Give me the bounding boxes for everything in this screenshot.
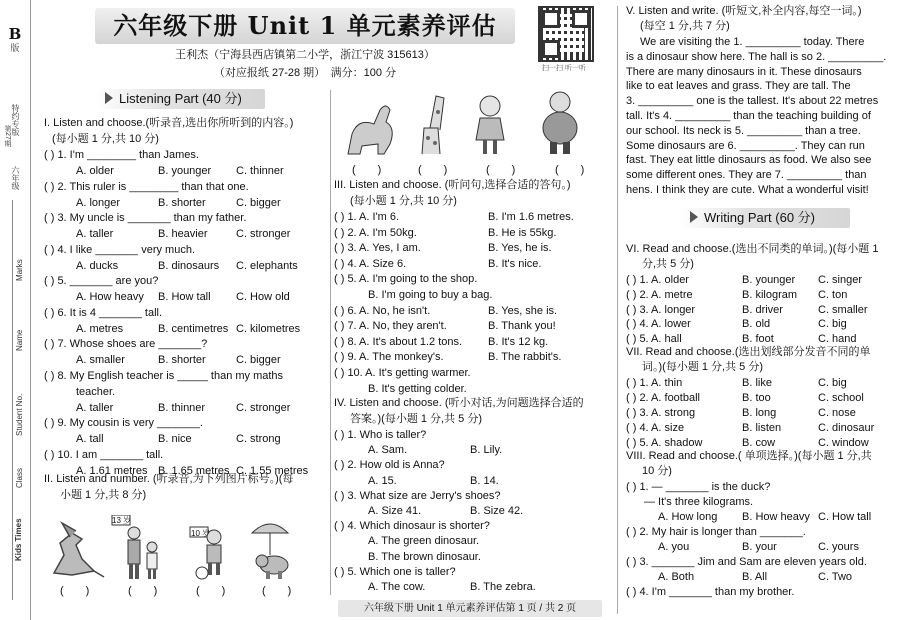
option-b[interactable]: B. 14. <box>470 474 499 487</box>
girl-picture <box>476 96 504 154</box>
question-line[interactable]: ( ) 4. Which dinosaur is shorter? <box>334 520 490 533</box>
question-line[interactable]: ( ) 4. A. Size 6. <box>334 257 407 270</box>
option-a[interactable]: A. metres <box>76 322 124 335</box>
option-b[interactable]: B. I'm going to buy a bag. <box>368 289 493 301</box>
question-line[interactable]: ( ) 2. This ruler is ________ than that one. <box>44 180 249 193</box>
option-c[interactable]: C. How tall <box>818 511 872 523</box>
option-c[interactable]: C. strong <box>236 433 281 445</box>
option-b[interactable]: B. younger <box>742 274 796 286</box>
option-c[interactable]: C. How old <box>236 291 290 303</box>
option-c[interactable]: C. school <box>818 392 864 404</box>
meta-line: （对应报纸 27-28 期） 满分：100 分 <box>213 67 397 79</box>
option-b[interactable]: B. The zebra. <box>470 581 536 593</box>
option-b[interactable]: B. dinosaurs <box>158 259 220 272</box>
question-line[interactable]: ( ) 5. A. shadow <box>626 437 703 449</box>
section-title: VIII. Read and choose.( 单项选择。)(每小题 1 分,共 <box>626 450 872 462</box>
triangle-icon <box>690 211 698 223</box>
option-b[interactable]: B. too <box>742 392 771 404</box>
column-divider <box>617 6 618 614</box>
option-b[interactable]: B. heavier <box>158 228 208 240</box>
option-b[interactable]: B. Thank you! <box>488 320 556 333</box>
grade-label: 六年级 <box>11 166 20 190</box>
answer-blank[interactable]: ( ) <box>262 585 292 597</box>
question-line[interactable]: ( ) 3. A. Yes, I am. <box>334 242 421 255</box>
option-a[interactable]: A. The green dinosaur. <box>368 535 480 548</box>
option-a[interactable]: A. taller <box>76 401 114 414</box>
question-line[interactable]: ( ) 4. A. lower <box>626 318 691 331</box>
age-sign-10: 10 岁 <box>191 529 211 538</box>
elephant-umbrella-picture <box>252 524 288 579</box>
option-b[interactable]: B. He is 55kg. <box>488 226 557 239</box>
writing-part-heading: Writing Part (60 分) <box>704 210 816 225</box>
section-score: (每小题 1 分,共 10 分) <box>350 195 457 207</box>
paper-name: Kids Times <box>14 518 23 562</box>
question-line[interactable]: ( ) 1. A. thin <box>626 377 683 389</box>
answer-blank[interactable]: ( ) <box>352 164 382 176</box>
answer-blank[interactable]: ( ) <box>128 585 158 597</box>
edition-sub: 版 <box>10 43 20 53</box>
question-line[interactable]: ( ) 2. How old is Anna? <box>334 459 445 472</box>
option-a[interactable]: A. Size 41. <box>368 505 422 517</box>
passage-line: like to eat leaves and grass. They are tall. The <box>626 80 851 93</box>
question-line[interactable]: ( ) 8. My English teacher is _____ than my maths <box>44 369 284 382</box>
listening-part-heading: Listening Part (40 分) <box>119 91 242 106</box>
section-title: VII. Read and choose.(选出划线部分发音不同的单 <box>626 346 871 358</box>
question-line[interactable]: ( ) 9. A. The monkey's. <box>334 351 444 364</box>
qr-code-icon[interactable] <box>538 6 594 62</box>
option-b[interactable]: B. centimetres <box>158 322 229 335</box>
edition-letter: B <box>8 25 22 43</box>
option-a[interactable]: A. The cow. <box>368 581 426 593</box>
option-b[interactable]: B. listen <box>742 422 782 434</box>
passage-line: fast. They eat little dinosaurs as food. We also see <box>626 154 872 167</box>
marks-label: Marks <box>15 259 24 281</box>
option-a[interactable]: A. taller <box>76 228 114 240</box>
option-c[interactable]: C. ton <box>818 288 848 301</box>
option-b[interactable]: B. like <box>742 377 772 389</box>
question-line[interactable]: ( ) 3. _______ Jim and Sam are eleven years old. <box>626 556 867 568</box>
option-c[interactable]: C. nose <box>818 407 856 419</box>
option-b[interactable]: B. shorter <box>158 354 206 366</box>
option-a[interactable]: A. How heavy <box>76 291 144 303</box>
author-line: 王利杰（宁海县西店镇第二小学，浙江宁波 315613） <box>175 49 435 61</box>
option-c[interactable]: C. kilometres <box>236 322 301 335</box>
option-b[interactable]: B. driver <box>742 303 783 316</box>
listening-part-header <box>95 89 265 109</box>
question-line[interactable]: ( ) 5. A. hall <box>626 333 682 346</box>
option-a[interactable]: A. ducks <box>76 259 119 272</box>
question-line[interactable]: ( ) 7. A. No, they aren't. <box>334 320 447 333</box>
option-b[interactable]: B. shorter <box>158 196 206 209</box>
section-title: I. Listen and choose.(听录音,选出你所听到的内容。) <box>44 117 294 129</box>
option-a[interactable]: A. longer <box>76 196 121 209</box>
option-a[interactable]: A. smaller <box>76 354 125 366</box>
passage-line: is a dinosaur show here. The hall is so 2. _________. <box>626 50 887 63</box>
option-c[interactable]: C. singer <box>818 274 863 286</box>
option-c[interactable]: C. elephants <box>236 259 298 272</box>
dragon-picture <box>54 523 104 577</box>
option-b[interactable]: B. It's getting colder. <box>368 382 467 395</box>
option-b[interactable]: B. Yes, she is. <box>488 304 558 317</box>
option-b[interactable]: B. Lily. <box>470 444 503 457</box>
question-line[interactable]: ( ) 5. _______ are you? <box>44 275 159 287</box>
triangle-icon <box>105 92 113 104</box>
question-line[interactable]: ( ) 9. My cousin is very _______. <box>44 417 203 429</box>
option-b[interactable]: B. long <box>742 407 777 419</box>
answer-blank[interactable]: ( ) <box>196 585 226 597</box>
option-c[interactable]: C. hand <box>818 333 857 346</box>
qr-caption: 扫一扫 听一听 <box>542 65 586 72</box>
option-b[interactable]: B. thinner <box>158 401 206 414</box>
option-b[interactable]: B. All <box>742 571 768 583</box>
passage-line: tall. It's 4. _________ than the teaching building of <box>626 110 871 122</box>
question-line[interactable]: ( ) 3. What size are Jerry's shoes? <box>334 489 501 502</box>
student-no-label: Student No. <box>15 393 24 437</box>
option-a[interactable]: A. 15. <box>368 474 397 487</box>
option-a[interactable]: A. you <box>658 541 690 553</box>
question-line[interactable]: ( ) 2. A. metre <box>626 288 693 301</box>
section-title: IV. Listen and choose. (听小对话,为问题选择合适的 <box>334 397 584 409</box>
option-a[interactable]: A. How long <box>658 511 718 523</box>
section-score: (每空 1 分,共 7 分) <box>640 20 730 32</box>
option-a[interactable]: A. tall <box>76 433 104 445</box>
question-line[interactable]: ( ) 7. Whose shoes are _______? <box>44 338 208 350</box>
special-label: 特约专版 <box>11 104 20 136</box>
question-line[interactable]: ( ) 3. My uncle is _______ than my father. <box>44 212 247 224</box>
option-a[interactable]: A. 1.61 metres <box>76 464 148 477</box>
question-line[interactable]: ( ) 6. It is 4 _______ tall. <box>44 306 163 319</box>
option-c[interactable]: C. big <box>818 318 847 331</box>
question-line[interactable]: ( ) 2. A. I'm 50kg. <box>334 226 417 239</box>
question-line[interactable]: ( ) 3. A. longer <box>626 303 696 316</box>
question-line[interactable]: ( ) 1. — _______ is the duck? <box>626 481 771 493</box>
section-score: 答案。)(每小题 1 分,共 5 分) <box>350 413 483 425</box>
section-score: 小题 1 分,共 8 分) <box>60 489 147 501</box>
option-b[interactable]: B. The brown dinosaur. <box>368 550 481 563</box>
option-a[interactable]: A. older <box>76 165 114 177</box>
section-title: V. Listen and write. (听短文,补全内容,每空一词。) <box>626 5 862 17</box>
section-score: (每小题 1 分,共 10 分) <box>52 133 159 145</box>
listen-number-pictures <box>42 515 312 583</box>
option-b[interactable]: B. How tall <box>158 291 211 303</box>
passage-line: We are visiting the 1. _________ today. There <box>640 36 865 48</box>
question-line[interactable]: ( ) 2. My hair is longer than _______. <box>626 526 806 538</box>
option-b[interactable]: B. How heavy <box>742 511 810 523</box>
option-b[interactable]: B. Yes, he is. <box>488 242 552 255</box>
option-c[interactable]: C. big <box>818 377 847 389</box>
question-line[interactable]: ( ) 5. A. I'm going to the shop. <box>334 273 478 286</box>
question-line[interactable]: ( ) 1. A. I'm 6. <box>334 211 400 223</box>
issue-label: 第27期 <box>4 125 11 147</box>
section-score: 10 分) <box>642 465 672 477</box>
question-line[interactable]: ( ) 8. A. It's about 1.2 tons. <box>334 335 463 348</box>
option-c[interactable]: C. thinner <box>236 165 284 177</box>
section-score: 分,共 5 分) <box>642 258 694 270</box>
dinosaur-picture <box>348 106 392 154</box>
passage-line: Some dinosaurs are 6. _________. They can run <box>626 139 865 152</box>
passage-line: some different ones. They are 7. _________ than <box>626 169 867 182</box>
question-line[interactable]: ( ) 10. A. It's getting warmer. <box>334 367 471 379</box>
option-b[interactable]: B. It's nice. <box>488 257 542 270</box>
option-c[interactable]: C. yours <box>818 541 859 553</box>
page-footer: 六年级下册 Unit 1 单元素养评估第 1 页 / 共 2 页 <box>338 600 602 617</box>
section-title: III. Listen and choose. (听问句,选择合适的答句。) <box>334 179 571 191</box>
page-title: 六年级下册 Unit 1 单元素养评估 <box>113 11 497 40</box>
question-line[interactable]: ( ) 1. Who is taller? <box>334 429 427 441</box>
question-line: teacher. <box>76 385 116 398</box>
option-b[interactable]: B. It's 12 kg. <box>488 335 549 348</box>
age-sign-13: 13 岁 <box>112 516 132 525</box>
option-b[interactable]: B. The rabbit's. <box>488 351 562 364</box>
question-line[interactable]: ( ) 2. A. football <box>626 392 700 404</box>
option-b[interactable]: B. 1.65 metres <box>158 464 230 477</box>
answer-blank[interactable]: ( ) <box>418 164 448 176</box>
option-c[interactable]: C. smaller <box>818 303 868 316</box>
question-line[interactable]: ( ) 10. I am _______ tall. <box>44 448 164 461</box>
question-line[interactable]: ( ) 1. I'm ________ than James. <box>44 149 199 161</box>
option-b[interactable]: B. nice <box>158 433 192 445</box>
class-label: Class <box>15 468 24 489</box>
left-margin-strip <box>0 0 31 620</box>
passage-line: hens. I think they are cute. What a wonderful visit! <box>626 184 869 196</box>
option-b[interactable]: B. cow <box>742 437 776 449</box>
question-line[interactable]: ( ) 4. A. size <box>626 422 685 434</box>
answer-blank[interactable]: ( ) <box>486 164 516 176</box>
answer-blank[interactable]: ( ) <box>60 585 90 597</box>
passage-line: There are many dinosaurs in it. These dinosaurs <box>626 65 862 78</box>
option-b[interactable]: B. Size 42. <box>470 505 524 517</box>
column-divider <box>330 90 331 595</box>
heavy-man-picture <box>543 92 577 154</box>
question-line[interactable]: ( ) 4. I like _______ very much. <box>44 243 196 256</box>
option-c[interactable]: C. bigger <box>236 354 281 366</box>
section-score: 词。)(每小题 1 分,共 5 分) <box>642 361 764 373</box>
passage-line: 3. _________ one is the tallest. It's about 22 metres <box>626 95 879 108</box>
passage-line: our school. Its neck is 5. _________ than a tree. <box>626 124 861 137</box>
option-a[interactable]: A. Both <box>658 571 695 583</box>
option-c[interactable]: C. 1.55 metres <box>236 464 309 477</box>
option-c[interactable]: C. Two <box>818 571 853 583</box>
listen-choose-pictures <box>340 88 610 164</box>
option-b[interactable]: B. old <box>742 318 771 331</box>
question-line[interactable]: ( ) 4. I'm _______ than my brother. <box>626 586 795 598</box>
question-line[interactable]: ( ) 1. A. older <box>626 274 689 286</box>
question-line: — It's three kilograms. <box>644 496 754 508</box>
option-b[interactable]: B. your <box>742 541 777 553</box>
option-b[interactable]: B. younger <box>158 165 212 177</box>
option-b[interactable]: B. foot <box>742 333 774 346</box>
option-c[interactable]: C. bigger <box>236 196 281 209</box>
section-title: VI. Read and choose.(选出不同类的单词。)(每小题 1 <box>626 243 879 255</box>
option-b[interactable]: B. kilogram <box>742 288 798 301</box>
answer-blank[interactable]: ( ) <box>555 164 585 176</box>
option-c[interactable]: C. stronger <box>236 228 291 240</box>
option-c[interactable]: C. window <box>818 437 869 449</box>
name-label: Name <box>15 329 24 351</box>
giraffe-picture <box>422 96 444 154</box>
question-line[interactable]: ( ) 3. A. strong <box>626 407 696 419</box>
question-line[interactable]: ( ) 5. Which one is taller? <box>334 565 456 578</box>
option-a[interactable]: A. Sam. <box>368 444 408 457</box>
option-c[interactable]: C. stronger <box>236 401 291 414</box>
question-line[interactable]: ( ) 6. A. No, he isn't. <box>334 304 431 317</box>
section-title: II. Listen and number. (听录音,为下列图片标号。)(每 <box>44 473 294 485</box>
option-b[interactable]: B. I'm 1.6 metres. <box>488 211 574 223</box>
option-c[interactable]: C. dinosaur <box>818 422 875 434</box>
writing-part-header <box>680 208 850 228</box>
